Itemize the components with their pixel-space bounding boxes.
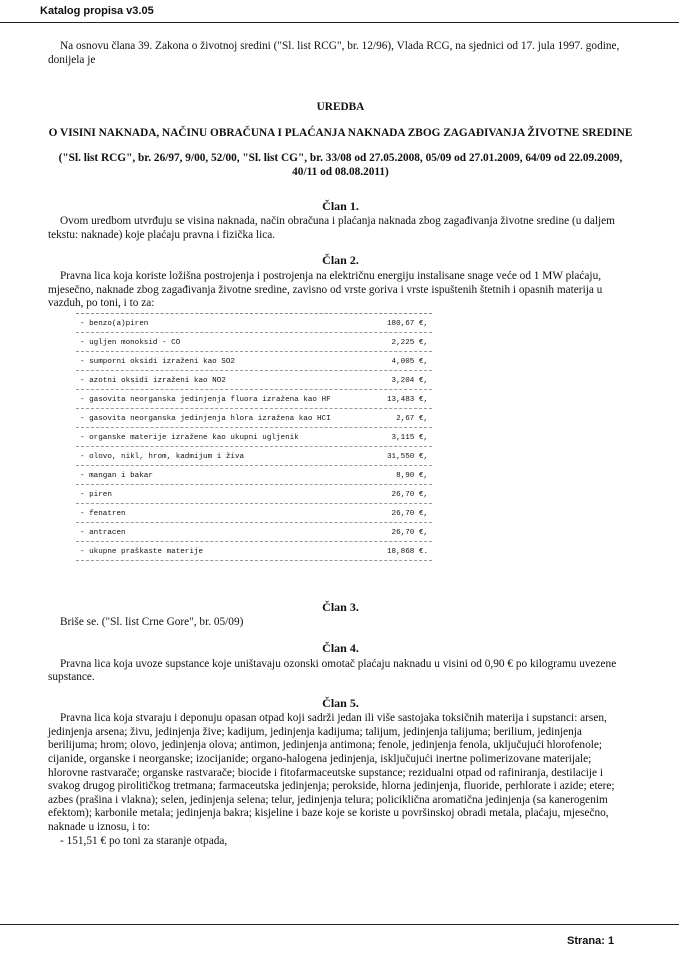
pollutant-name: - mangan i bakar xyxy=(80,471,153,480)
fee-value: 13,483 €, xyxy=(386,395,428,404)
fee-value: 26,70 €, xyxy=(391,528,428,537)
table-row xyxy=(76,409,432,428)
article-1-heading: Član 1. xyxy=(322,198,359,213)
article-5-heading: Član 5. xyxy=(322,695,359,710)
intro-paragraph: Na osnovu člana 39. Zakona o životnoj sredini ("Sl. list RCG", br. 12/96), Vlada RCG, na sjednici od 17. jula 1997. godine, donijela je xyxy=(48,40,620,66)
pollutant-name: - sumporni oksidi izraženi kao SO2 xyxy=(80,357,235,366)
document-subtitle: O VISINI NAKNADA, NAČINU OBRAČUNA I PLAĆANJA NAKNADA ZBOG ZAGAĐIVANJA ŽIVOTNE SREDINE xyxy=(48,126,633,139)
document-title: UREDBA xyxy=(316,101,365,114)
article-4-heading: Član 4. xyxy=(322,640,359,655)
fee-value: 31,550 €, xyxy=(386,452,428,461)
article-5-text: Pravna lica koja stvaraju i deponuju opasan otpad koji sadrži jedan ili više sastojaka toksičnih materija i supstanci: arsen, jedinjenja arsena; živu, jedinjenja žive; kadijum, jedinjenja kadijuma; talijum, jedinjenja talijuma; berilium, jedinjenja berilijuma; hrom; olovo, jedinjenja olova; antimon, jedinjenja antimona; fenole, jedinjenja fenola, uključujući hlorofenole; cijanide, organske i neorganske; izocijanide; organo-halogena jedinjenja, isključujući inertne polimerizovane materijale; hlorovne rastvarače; organske rastvarače; biocide i fitofarmaceutske supstance; rezidualni otpad od rafiniranja, destilacije i svakog drugog pirolitičkog tretmana; farmaceutska jedinjenja; perokside, hlorna jedinjenja, fluoride, perhlorate i azide; etere; azbes (prašina i vlakna); selen, jedinjenja selena; telur, jedinjenja telura; policiklična aromatična jedinjenja (sa kanerogenim efektom); karbonile metala; jedinjenja bakra; kisjeline i baze koje se koriste u površinskoj obradi metala, plaćaju, mjesečno, naknade u iznosu, i to: xyxy=(48,712,615,834)
pollutant-name: - organske materije izražene kao ukupni ugljenik xyxy=(80,433,299,442)
table-row xyxy=(76,447,432,466)
fee-value: 3,204 €, xyxy=(391,376,428,385)
fee-value: 3,115 €, xyxy=(391,433,428,442)
fee-value: 26,70 €, xyxy=(391,490,428,499)
article-4-text: Pravna lica koja uvoze supstance koje uništavaju ozonski omotač plaćaju naknadu u visini od 0,90 € po kilogramu uvezene supstance. xyxy=(48,657,617,684)
article-3-heading: Član 3. xyxy=(322,599,359,614)
fee-value: 18,868 €. xyxy=(386,547,428,556)
pollutant-name: - gasovita neorganska jedinjenja hlora izražena kao HCI xyxy=(80,414,331,423)
fee-value: 2,67 €, xyxy=(396,414,428,423)
document-body xyxy=(48,40,633,848)
pollutant-name: - benzo(a)piren xyxy=(80,319,149,328)
pollutant-name: - ugljen monoksid - CO xyxy=(80,338,181,347)
fee-value: 8,90 €, xyxy=(396,471,428,480)
table-row xyxy=(76,333,432,352)
app-title: Katalog propisa v3.05 xyxy=(40,5,154,17)
table-row xyxy=(76,542,432,561)
fee-table xyxy=(76,313,432,561)
fee-value: 180,67 €, xyxy=(386,319,428,328)
table-row xyxy=(76,466,432,485)
article-2-text: Pravna lica koja koriste ložišna postrojenja i postrojenja na električnu energiju instalisane snage veće od 1 MW plaćaju, mjesečno, naknade zbog zagađivanja životne sredine, zavisno od vrste goriva i vrste ispuštenih štetnih i opasnih materija u vazduh, po toni, i to za: xyxy=(48,269,603,310)
fee-value: 2,225 €, xyxy=(391,338,428,347)
article-1-text: Ovom uredbom utvrđuju se visina naknada, način obračuna i plaćanja naknada zbog zagađivanja životne sredine (u daljem tekstu: naknade) koje plaćaju pravna i fizička lica. xyxy=(48,215,615,241)
table-row xyxy=(76,390,432,409)
table-row xyxy=(76,504,432,523)
table-row xyxy=(76,314,432,333)
table-row xyxy=(76,428,432,447)
table-row xyxy=(76,352,432,371)
table-row xyxy=(76,371,432,390)
pollutant-name: - azotni oksidi izraženi kao NO2 xyxy=(80,376,226,385)
article-5-item-1: - 151,51 € po toni za staranje otpada, xyxy=(60,834,228,847)
fee-value: 4,005 €, xyxy=(391,357,428,366)
page-number: Strana: 1 xyxy=(567,935,615,947)
pollutant-name: - piren xyxy=(80,490,112,499)
gazette-sources: ("Sl. list RCG", br. 26/97, 9/00, 52/00, "Sl. list CG", br. 33/08 od 27.05.2008, 05/09 od 27.01.2009, 64/09 od 22.09.2009, 40/11 od 08.08.2011) xyxy=(58,152,623,178)
pollutant-name: - olovo, nikl, hrom, kadmijum i živa xyxy=(80,452,245,461)
table-row xyxy=(76,523,432,542)
table-row xyxy=(76,485,432,504)
fee-value: 26,70 €, xyxy=(391,509,428,518)
footer-divider xyxy=(0,924,679,925)
page-header xyxy=(0,0,679,23)
article-2-heading: Član 2. xyxy=(322,253,359,268)
pollutant-name: - fenatren xyxy=(80,509,126,518)
pollutant-name: - gasovita neorganska jedinjenja fluora izražena kao HF xyxy=(80,395,331,404)
article-3-text: Briše se. ("Sl. list Crne Gore", br. 05/09) xyxy=(60,616,244,629)
pollutant-name: - antracen xyxy=(80,528,126,537)
pollutant-name: - ukupne praškaste materije xyxy=(80,547,204,556)
